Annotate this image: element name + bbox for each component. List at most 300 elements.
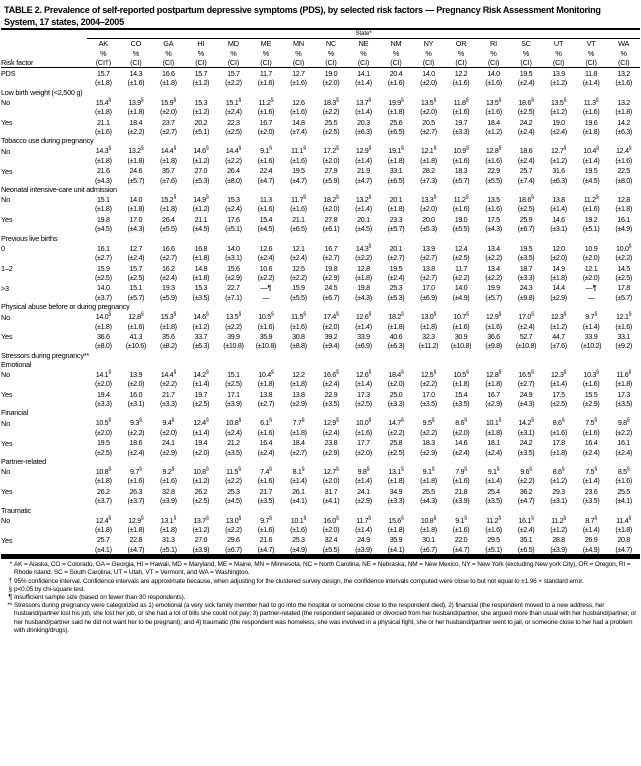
cell-value: 12.4 [454,243,468,253]
cell-value: 13.9 [552,69,565,79]
footnote-3 [3,586,638,594]
cell-ci: (±9.8) [517,292,535,302]
column-ci-ny: (CI) [422,57,435,67]
cell-ci: (±6.3) [355,127,372,137]
cell-value: 12.8§ [485,369,502,379]
significance-marker: § [595,194,599,201]
cell-value: 25.5 [422,486,435,496]
table-row-ci [1,496,640,505]
cell-ci: (±2.9) [160,447,177,457]
cell-ci: (±3.9) [355,544,372,554]
cell-ci: (±1.4) [355,525,372,535]
ci-row-spacer [1,293,87,302]
cell-value: 10.0§ [355,418,372,428]
column-unit-ga: % [165,48,172,58]
cell-ci: (±1.6) [615,78,632,88]
cell-value: 19.9§ [388,97,404,107]
significance-marker: § [530,97,534,104]
cell-value: 22.0 [454,535,468,545]
cell-ci: (±4.1) [290,496,307,506]
cell-value: 19.8 [357,283,370,293]
cell-ci: (±4.1) [322,496,340,506]
cell-value: 10.8§ [95,466,111,477]
cell-value: 13.8 [292,389,305,399]
cell-ci: (±5.1) [485,544,502,554]
cell-value: 26.3 [129,486,143,496]
cell-value: 21.6 [97,166,110,176]
cell-ci: (±1.6) [355,427,372,437]
cell-ci: (±1.8) [387,476,405,486]
significance-marker: § [205,369,209,376]
cell-value: 12.5 [292,263,305,273]
table-bottom-rule [1,554,640,559]
cell-ci: (±1.6) [127,78,145,88]
cell-value: 12.6 [292,97,305,107]
cell-ci: (±1.6) [615,321,632,331]
pds-prevalence-table [1,28,640,559]
table-row-ci [1,127,640,136]
significance-marker: § [335,194,339,201]
cell-ci: (±4.3) [517,398,535,408]
cell-ci: (±2.4) [517,155,535,165]
significance-marker: § [563,369,567,376]
pct-spacer [1,49,87,58]
cell-ci: (±1.8) [420,525,437,535]
significance-marker: § [108,311,111,318]
cell-value: 17.6 [227,214,240,224]
cell-ci: (±1.8) [452,379,470,389]
cell-ci: (±2.4) [257,447,275,457]
cell-value: 14.8 [194,263,208,273]
cell-ci: (±2.4) [550,127,567,137]
cell-value: 14.4§ [225,146,241,156]
cell-ci: (±1.8) [387,204,405,214]
column-unit-ut: % [555,48,562,58]
cell-ci: (±2.5) [225,127,242,137]
column-ci-ut: (CI) [552,57,565,67]
cell-value: 25.5 [617,486,630,496]
cell-ci: (±2.0) [322,525,340,535]
cell-value: 16.6 [162,69,175,79]
cell-value: 39.2 [324,331,338,341]
cell-value: 25.5 [324,117,338,127]
cell-ci: (±1.6) [582,379,600,389]
significance-marker: § [140,311,144,318]
cell-ci: (±1.8) [95,204,112,214]
cell-value: 19.0 [324,69,338,79]
cell-value: 26.2 [194,486,208,496]
cell-value: 11.2§ [551,515,566,525]
significance-marker: § [205,146,209,153]
table-row [1,515,640,525]
cell-value: 11.7 [454,263,468,273]
cell-value: 14.4§ [160,146,176,156]
cell-ci: (±3.7) [127,496,145,506]
cell-ci: (±3.5) [322,398,340,408]
significance-marker: § [303,194,306,201]
ci-row-spacer [1,448,87,457]
cell-value: 13.0§ [225,515,241,525]
cell-ci: (±2.5) [192,398,210,408]
cell-value: 12.6 [259,243,273,253]
cell-ci: (±2.9) [322,447,340,457]
table-row [1,214,640,224]
cell-value: 14.3 [129,69,143,79]
cell-value: 14.0 [487,69,500,79]
cell-ci: (±1.6) [452,525,470,535]
cell-ci: (±6.5) [517,544,535,554]
cell-ci: (±1.8) [387,107,405,117]
cell-value: 16.5§ [518,369,534,379]
cell-ci: (±3.9) [192,544,210,554]
significance-marker: § [530,418,534,424]
cell-ci: (±10.8) [223,341,244,351]
cell-value: 11.8 [585,69,598,79]
column-header-ak: AK [98,39,108,49]
cell-value: 17.2§ [323,146,339,156]
cell-value: 14.7§ [388,418,404,428]
cell-ci: (±1.8) [420,155,437,165]
cell-value: 17.7 [357,438,370,448]
cell-ci: (±2.4) [225,204,242,214]
cell-ci: (±2.9) [355,496,372,506]
cell-ci: (±1.8) [615,379,632,389]
cell-ci: (±1.6) [485,155,502,165]
cell-ci: (±1.6) [290,525,307,535]
cell-value: 19.6 [584,117,598,127]
cell-value: 18.7 [519,263,533,273]
footnote-marker: § [8,585,12,593]
cell-value: 11.6§ [616,369,632,379]
cell-value: 12.7 [292,69,305,79]
state-abbrev-spacer [1,39,87,49]
cell-value: 19.9 [487,283,500,293]
ci-row-spacer [1,341,87,350]
cell-value: 14.3§ [95,146,111,156]
cell-ci: (±1.4) [550,204,567,214]
significance-marker: § [596,146,599,153]
significance-marker: § [173,146,176,153]
cell-ci: (±2.4) [225,107,242,117]
significance-marker: § [368,243,372,250]
cell-ci: (±1.2) [550,107,567,117]
row-label-no: No [1,98,10,108]
significance-marker: § [205,515,209,522]
cell-value: 13.5 [487,195,500,205]
significance-marker: § [400,515,404,522]
footnote-marker: † [8,577,12,585]
cell-value: 15.7 [194,69,208,79]
cell-value: 14.0§ [95,311,111,322]
cell-ci: (±2.7) [517,379,535,389]
column-ci-or: (CI) [455,57,467,67]
column-unit-md: % [230,48,237,58]
cell-ci: (±5.7) [387,224,405,234]
cell-ci: (±4.9) [290,544,307,554]
cell-ci: (±1.2) [550,321,567,331]
cell-ci: (±7.6) [160,175,177,185]
cell-ci: (±6.9) [420,292,437,302]
cell-value: 23.3 [389,214,403,224]
significance-marker: § [238,418,241,424]
cell-value: 12.8 [617,195,630,205]
cell-value: 8.6§ [552,418,565,428]
cell-value: 41.3 [129,331,143,341]
cell-ci: (±2.0) [387,379,405,389]
ci-row-spacer [1,204,87,213]
cell-ci: (±1.6) [127,321,145,331]
cell-value: 23.6 [584,486,598,496]
cell-value: 20.4 [389,69,403,79]
cell-value: 9.7§ [260,515,272,525]
cell-ci: (±2.4) [452,447,470,457]
cell-value: 19.4 [194,438,208,448]
significance-marker: § [140,515,144,522]
cell-ci: (±9.4) [322,341,340,351]
cell-value: 26.9 [584,535,598,545]
footnote-text: Insufficient sample size (based on fewer than 30 respondents). [14,594,186,602]
table-row-ci [1,341,640,350]
significance-marker: § [563,311,567,318]
cell-value: 11.7§ [291,194,306,205]
footnote-text: AK = Alaska, CO = Colorado, GA = Georgia, HI = Hawaii, MD = Maryland, ME = Maine, MN = Minnesota, NC = North Carolina, NE = Nebraska, NM = New Mexico, NY = New York (excluding New york City), OR = Oregon, RI = Rhode Island, SC = South Carolina, UT = Utah, VT = Vermont, and WA = Washington. [14,561,631,577]
cell-value: 12.1 [292,243,305,253]
cell-ci: (±6.1) [322,224,340,234]
significance-marker: § [138,466,142,473]
cell-value: 10.4§ [583,146,599,156]
cell-value: —¶ [585,283,597,293]
cell-ci: (±4.9) [582,544,600,554]
cell-value: 19.4 [97,389,110,399]
cell-ci: — [262,292,270,302]
cell-value: 19.5 [584,166,598,176]
cell-value: 8.5§ [617,466,630,477]
significance-marker: § [400,369,404,376]
cell-ci: (±1.4) [192,427,210,437]
cell-ci: (±1.6) [290,321,307,331]
cell-value: 14.1§ [95,369,111,379]
cell-value: 14.1 [357,69,370,79]
cell-value: 26.1 [292,486,305,496]
cell-ci: (±1.2) [192,476,210,486]
cell-value: 14.3§ [355,243,372,253]
significance-marker: § [400,146,404,153]
cell-ci: (±1.6) [452,107,470,117]
cell-ci: (±1.6) [485,107,502,117]
cell-value: 34.9 [389,486,403,496]
cell-ci: (±1.6) [257,321,275,331]
column-unit-ak: % [100,48,107,58]
cell-value: 9.1§ [260,146,272,156]
cell-value: 26.2 [97,486,110,496]
column-header-sc: SC [521,39,531,49]
cell-value: 20.1 [389,195,403,205]
cell-value: 12.9§ [485,311,502,322]
table-row [1,194,640,204]
significance-marker: § [433,369,437,376]
significance-marker: § [335,97,339,104]
cell-ci: (±6.7) [225,544,242,554]
cell-ci: (±6.7) [420,544,437,554]
table-row-ci [1,545,640,554]
cell-value: 15.7 [97,69,110,79]
cell-value: 15.4§ [95,97,111,107]
cell-ci: (±4.7) [257,175,275,185]
significance-marker: § [108,97,111,104]
cell-ci: (±2.4) [485,447,502,457]
cell-ci: (±6.5) [290,224,307,234]
significance-marker: § [433,146,437,153]
cell-ci: (±4.7) [452,544,470,554]
column-header-ri: RI [490,39,497,49]
table-row [1,165,640,175]
cell-value: 21.1 [97,117,110,127]
cell-ci: (±1.6) [257,204,275,214]
column-header-vt: VT [586,39,596,49]
cell-value: 18.1 [487,438,500,448]
cell-value: 17.5 [487,214,500,224]
cell-ci: (±1.8) [290,379,307,389]
cell-ci: (±1.8) [420,476,437,486]
table-row-ci [1,224,640,233]
significance-marker: § [173,515,176,522]
column-unit-nc: % [327,48,335,58]
cell-value: 18.4 [487,117,500,127]
cell-ci: (±2.5) [95,447,112,457]
significance-marker: § [431,418,435,424]
cell-value: 21.7 [259,486,273,496]
table-row-ci [1,204,640,213]
column-ci-ri: (CI) [487,57,500,67]
table-row [1,437,640,447]
significance-marker: § [171,466,175,473]
row-label-no: No [1,146,10,156]
cell-ci: (±1.8) [387,525,405,535]
cell-ci: (±2.7) [290,447,307,457]
column-header-nm: NM [390,39,402,49]
cell-value: 25.3 [292,535,305,545]
cell-ci: (±3.5) [517,253,535,263]
cell-ci: (±3.3) [387,398,405,408]
cell-ci: (±1.2) [192,155,210,165]
significance-marker: § [108,515,111,522]
cell-value: 18.6 [129,438,143,448]
cell-value: 9.8§ [617,418,630,428]
footnote-marker: ¶ [8,594,12,602]
row-label-yes: Yes [1,535,13,545]
cell-value: 16.2 [162,263,175,273]
significance-marker: § [171,418,175,424]
cell-ci: (±2.2) [127,127,145,137]
cell-value: 14.4 [552,283,565,293]
cell-ci: (±2.4) [225,427,242,437]
cell-value: 12.5§ [420,369,437,379]
cell-ci: (±2.2) [322,107,340,117]
cell-value: 20.1 [357,214,370,224]
cell-ci: (±10.8) [255,341,277,351]
cell-ci: (±5.7) [127,292,145,302]
cell-ci: (±9.2) [615,341,632,351]
cell-value: 31.3 [162,535,175,545]
significance-marker: § [530,311,534,318]
cell-ci: (±3.3) [160,398,177,408]
column-ci-me: (CI) [260,57,272,67]
significance-marker: § [626,466,630,473]
cell-value: 11.5§ [291,311,306,322]
footnote-text: 95% confidence interval. Confidence intervals are approximate because, when adjusting for the clustered survey design, the confidence intervals computed were close to but not equal to ±1.96 × standard error. [14,577,584,585]
row-label-yes: Yes [1,215,13,225]
ci-row-spacer [1,107,87,116]
column-unit-or: % [457,48,465,58]
cell-ci: (±10.2) [580,341,602,351]
cell-ci: (±2.5) [95,272,112,282]
subsection-heading: Emotional [1,359,32,369]
table-row [1,369,640,379]
cell-value: 32.4 [324,535,338,545]
subsection-heading: Financial [1,408,28,418]
cell-ci: (±2.0) [420,78,437,88]
cell-value: 39.9 [227,331,240,341]
cell-value: 10.9 [584,243,598,253]
table-row [1,97,640,107]
cell-ci: (±1.8) [95,155,112,165]
cell-ci: (±2.4) [127,253,145,263]
cell-value: 19.0 [454,214,468,224]
cell-ci: (±7.3) [420,175,437,185]
significance-marker: § [594,515,597,522]
cell-ci: (±1.6) [452,78,470,88]
significance-marker: § [400,97,404,104]
section-heading: Neonatal intensive-care unit admission [1,185,117,195]
cell-ci: (±2.4) [517,78,535,88]
cell-ci: (±2.0) [160,427,177,437]
cell-value: 12.2 [292,369,305,379]
cell-ci: (±1.8) [192,253,210,263]
cell-ci: (±2.9) [420,447,437,457]
ci-row-spacer [1,525,87,534]
cell-ci: (±2.7) [95,253,112,263]
significance-marker: § [563,97,567,104]
cell-ci: (±1.2) [550,78,567,88]
cell-ci: (±1.8) [615,525,632,535]
cell-value: 12.8§ [485,146,502,156]
cell-ci: (±2.4) [615,447,632,457]
row-label-0: 0 [1,244,5,254]
cell-value: 10.3§ [583,369,599,379]
significance-marker: § [205,466,209,473]
cell-value: —¶ [260,283,272,293]
cell-ci: (±5.5) [452,224,470,234]
cell-ci: (±2.4) [517,525,535,535]
cell-ci: (±2.2) [225,78,242,88]
cell-value: 18.6 [519,146,533,156]
cell-ci: (±2.2) [290,272,307,282]
cell-value: 19.5 [519,69,533,79]
cell-ci: (±1.8) [160,204,177,214]
cell-value: 26.4 [227,166,240,176]
cell-value: 15.9§ [160,97,176,107]
cell-value: 7.9§ [455,466,467,477]
cell-ci: (±2.5) [452,253,470,263]
significance-marker: § [335,311,339,318]
cell-value: 13.1§ [388,466,404,477]
cell-value: 15.6§ [388,515,404,525]
cell-value: 32.8 [162,486,175,496]
cell-value: 29.5 [487,535,500,545]
significance-marker: § [595,97,599,104]
cell-value: 10.6 [259,263,273,273]
significance-marker: § [303,515,307,522]
